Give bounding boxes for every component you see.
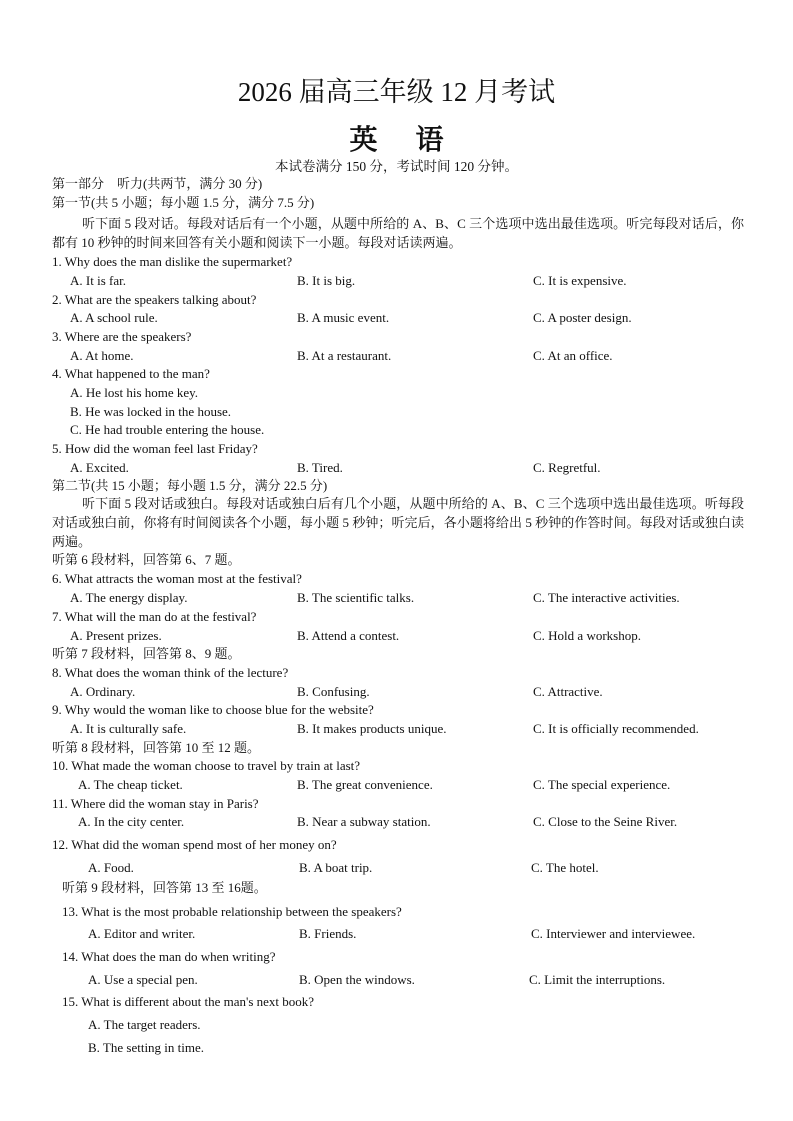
question-10: 10. What made the woman choose to travel by train at last? [52,758,361,773]
q14-option-c: C. Limit the interruptions. [529,972,666,987]
section1-heading: 第一节(共 5 小题；每小题 1.5 分，满分 7.5 分) [52,195,315,210]
q7-option-b: B. Attend a contest. [297,628,400,643]
question-8: 8. What does the woman think of the lecture? [52,665,289,680]
section2-heading: 第二节(共 15 小题；每小题 1.5 分，满分 22.5 分) [52,478,328,493]
q13-option-c: C. Interviewer and interviewee. [531,926,696,941]
q6-option-a: A. The energy display. [70,590,188,605]
q11-option-a: A. In the city center. [78,814,185,829]
q1-option-c: C. It is expensive. [533,273,627,288]
q2-option-c: C. A poster design. [533,310,632,325]
question-4: 4. What happened to the man? [52,366,210,381]
q7-option-c: C. Hold a workshop. [533,628,641,643]
part-heading: 第一部分 听力(共两节，满分 30 分) [52,176,263,191]
q4-option-a: A. He lost his home key. [70,385,199,400]
q4-option-c: C. He had trouble entering the house. [70,422,265,437]
section2-instructions: 听下面 5 段对话或独白。每段对话或独白后有几个小题，从题中所给的 A、B、C 三个选项中选出最佳选项。听每段对话或独白前，你将有时间阅读各个小题，每小题 5 秒钟；听完后，各小题将给出 5 秒钟的作答时间。每段对话或独白读两遍。 [52,496,744,549]
q8-option-b: B. Confusing. [297,684,370,699]
q2-option-a: A. A school rule. [70,310,158,325]
material-note-9: 听第 9 段材料，回答第 13 至 16题。 [62,880,267,895]
q5-option-b: B. Tired. [297,460,343,475]
material-note-8: 听第 8 段材料，回答第 10 至 12 题。 [52,740,261,755]
exam-title: 2026 届高三年级 12 月考试 [237,77,556,107]
material-note-6: 听第 6 段材料，回答第 6、7 题。 [52,552,241,567]
q6-option-b: B. The scientific talks. [297,590,415,605]
question-15: 15. What is different about the man's next book? [62,994,315,1009]
section1-instructions: 听下面 5 段对话。每段对话后有一个小题，从题中所给的 A、B、C 三个选项中选出最佳选项。听完每段对话后，你都有 10 秒钟的时间来回答有关小题和阅读下一小题。每段对话读两遍。 [52,216,744,250]
q12-option-a: A. Food. [88,860,134,875]
q11-option-b: B. Near a subway station. [297,814,431,829]
q14-option-a: A. Use a special pen. [88,972,198,987]
q3-option-c: C. At an office. [533,348,613,363]
question-7: 7. What will the man do at the festival? [52,609,257,624]
q9-option-b: B. It makes products unique. [297,721,447,736]
q12-option-b: B. A boat trip. [299,860,373,875]
q5-option-c: C. Regretful. [533,460,601,475]
question-5: 5. How did the woman feel last Friday? [52,441,258,456]
question-12: 12. What did the woman spend most of her money on? [52,837,337,852]
exam-note: 本试卷满分 150 分，考试时间 120 分钟。 [275,159,518,174]
q1-option-a: A. It is far. [70,273,126,288]
question-9: 9. Why would the woman like to choose blue for the website? [52,702,374,717]
q6-option-c: C. The interactive activities. [533,590,680,605]
question-11: 11. Where did the woman stay in Paris? [52,796,259,811]
q4-option-b: B. He was locked in the house. [70,404,232,419]
q3-option-b: B. At a restaurant. [297,348,392,363]
q13-option-b: B. Friends. [299,926,357,941]
q10-option-b: B. The great convenience. [297,777,433,792]
q2-option-b: B. A music event. [297,310,390,325]
q9-option-c: C. It is officially recommended. [533,721,699,736]
question-6: 6. What attracts the woman most at the festival? [52,571,302,586]
question-1: 1. Why does the man dislike the supermarket? [52,254,293,269]
q15-option-b: B. The setting in time. [88,1040,205,1055]
question-13: 13. What is the most probable relationship between the speakers? [62,904,402,919]
q9-option-a: A. It is culturally safe. [70,721,187,736]
question-2: 2. What are the speakers talking about? [52,292,257,307]
q11-option-c: C. Close to the Seine River. [533,814,678,829]
q7-option-a: A. Present prizes. [70,628,162,643]
q14-option-b: B. Open the windows. [299,972,415,987]
q10-option-c: C. The special experience. [533,777,671,792]
q15-option-a: A. The target readers. [88,1017,201,1032]
subject-title: 英语 [349,125,482,156]
q3-option-a: A. At home. [70,348,134,363]
q12-option-c: C. The hotel. [531,860,599,875]
question-14: 14. What does the man do when writing? [62,949,276,964]
q1-option-b: B. It is big. [297,273,356,288]
question-3: 3. Where are the speakers? [52,329,192,344]
q5-option-a: A. Excited. [70,460,129,475]
material-note-7: 听第 7 段材料，回答第 8、9 题。 [52,646,241,661]
q10-option-a: A. The cheap ticket. [78,777,183,792]
q13-option-a: A. Editor and writer. [88,926,196,941]
q8-option-c: C. Attractive. [533,684,603,699]
q8-option-a: A. Ordinary. [70,684,136,699]
